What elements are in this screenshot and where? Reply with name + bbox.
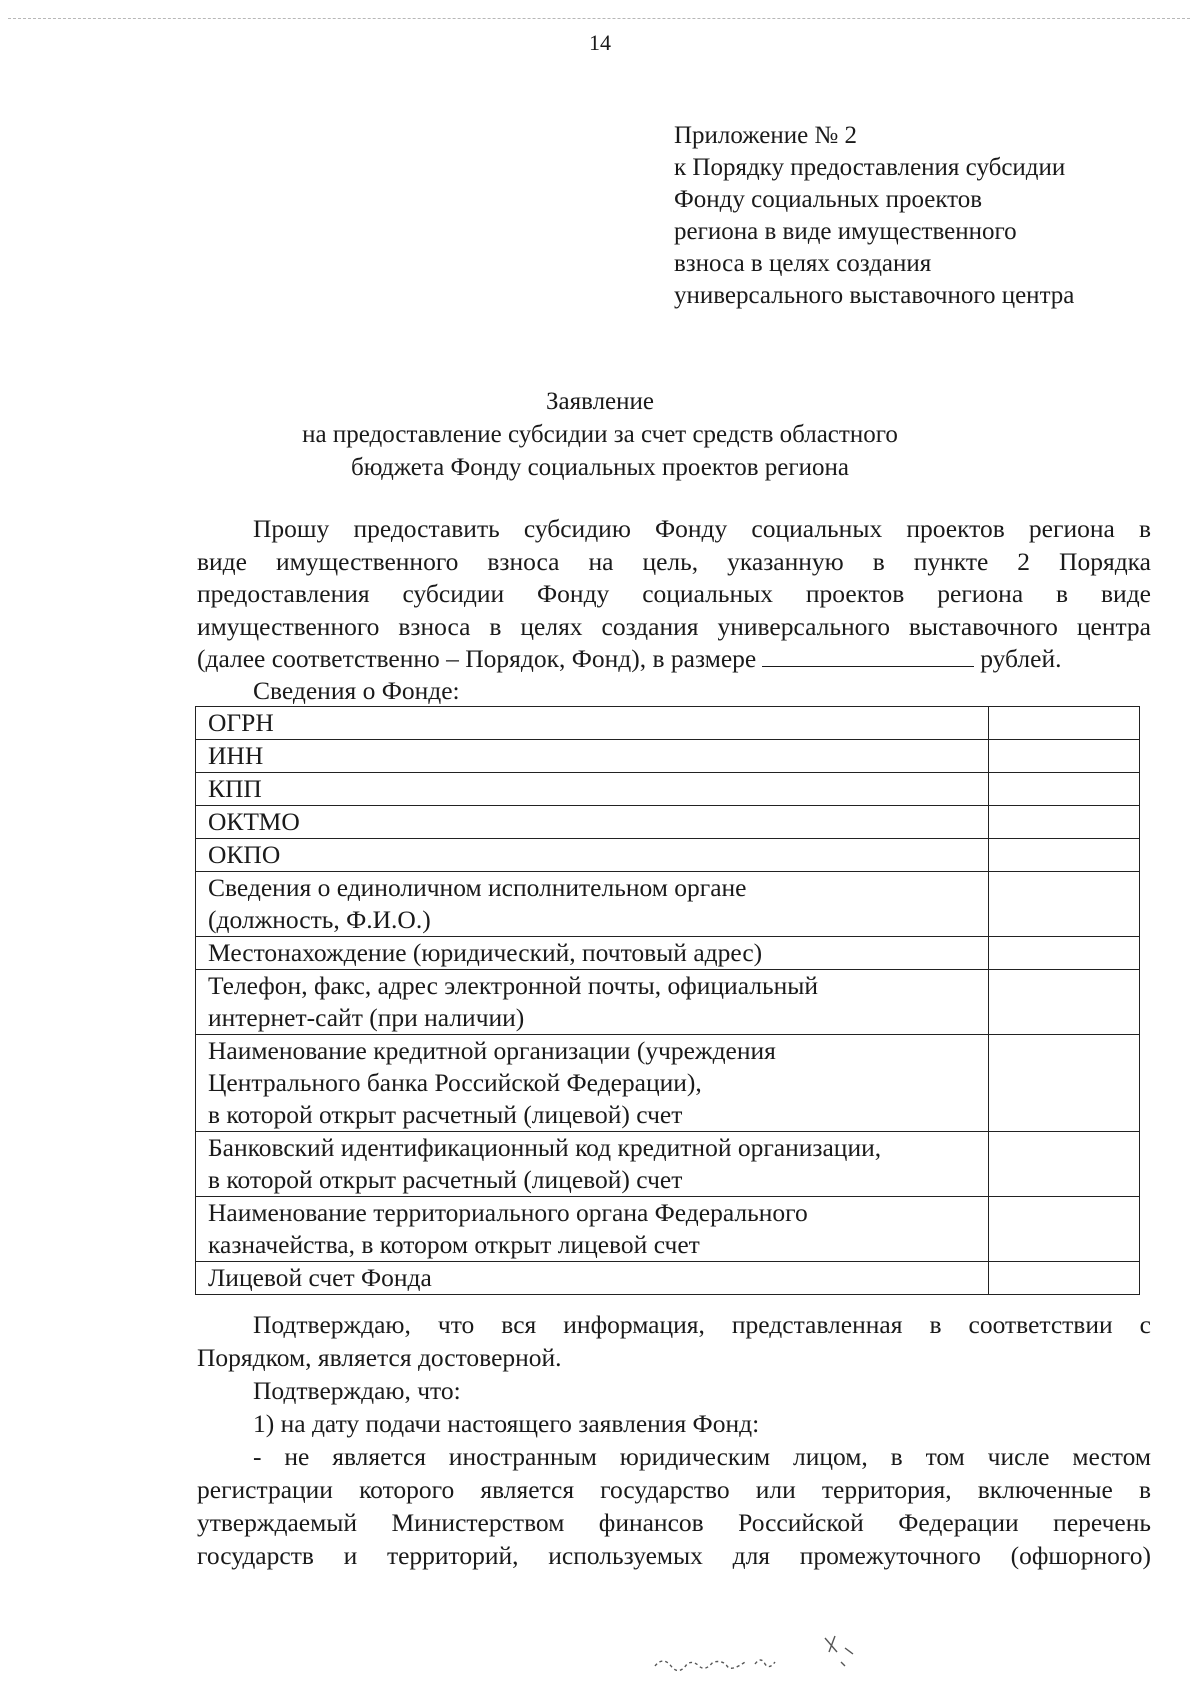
confirmation-paragraph: Подтверждаю, что: bbox=[253, 1376, 461, 1405]
fund-info-label-line: в которой открыт расчетный (лицевой) счет bbox=[208, 1165, 683, 1194]
confirmation-paragraph: 1) на дату подачи настоящего заявления Фонд: bbox=[253, 1409, 760, 1438]
condition-line: утверждаемый Министерством финансов Российской Федерации перечень bbox=[197, 1508, 1151, 1537]
fund-info-label-line: Местонахождение (юридический, почтовый адрес) bbox=[208, 938, 763, 967]
amount-blank-field[interactable] bbox=[762, 644, 974, 667]
fund-info-value[interactable] bbox=[989, 872, 1140, 937]
confirmation-line: Порядком, является достоверной. bbox=[197, 1343, 562, 1372]
fund-info-label bbox=[196, 1035, 989, 1132]
appendix-line: Фонду социальных проектов bbox=[674, 186, 983, 213]
fund-info-label-line: ОКПО bbox=[208, 840, 281, 869]
fund-info-value[interactable] bbox=[989, 1197, 1140, 1262]
fund-info-value[interactable] bbox=[989, 937, 1140, 970]
signature-scribble bbox=[645, 1628, 885, 1678]
fund-info-label bbox=[196, 707, 989, 740]
fund-info-row bbox=[196, 937, 1140, 970]
fund-info-value[interactable] bbox=[989, 740, 1140, 773]
fund-info-value[interactable] bbox=[989, 1132, 1140, 1197]
fund-info-label bbox=[196, 740, 989, 773]
fund-info-row bbox=[196, 1035, 1140, 1132]
request-line: Прошу предоставить субсидию Фонду социальных проектов региона в bbox=[253, 514, 1151, 543]
fund-info-label bbox=[196, 773, 989, 806]
fund-info-row bbox=[196, 872, 1140, 937]
fund-info-label bbox=[196, 937, 989, 970]
request-line: имущественного взноса в целях создания универсального выставочного центра bbox=[197, 611, 1151, 641]
fund-info-label-line: Центрального банка Российской Федерации), bbox=[208, 1068, 702, 1097]
fund-info-label-line: интернет-сайт (при наличии) bbox=[208, 1003, 525, 1032]
fund-info-label bbox=[196, 806, 989, 839]
fund-info-table bbox=[195, 706, 1140, 1295]
fund-info-label bbox=[196, 970, 989, 1035]
request-line-end: рублей. bbox=[980, 644, 1062, 673]
fund-info-row bbox=[196, 773, 1140, 806]
fund-info-label-line: (должность, Ф.И.О.) bbox=[208, 905, 431, 934]
appendix-line: к Порядку предоставления субсидии bbox=[674, 154, 1066, 181]
document-title bbox=[0, 385, 1200, 484]
appendix-line: региона в виде имущественного bbox=[674, 218, 1017, 245]
condition-line: - не является иностранным юридическим лицом, в том числе местом bbox=[253, 1442, 1151, 1471]
fund-info-label-line: в которой открыт расчетный (лицевой) счет bbox=[208, 1100, 683, 1129]
fund-info-row bbox=[196, 970, 1140, 1035]
fund-info-label-line: ОКТМО bbox=[208, 807, 300, 836]
confirmation-line: Подтверждаю, что вся информация, представленная в соответствии с bbox=[253, 1310, 1151, 1339]
fund-info-row bbox=[196, 707, 1140, 740]
condition-line: регистрации которого является государство или территория, включенные в bbox=[197, 1475, 1151, 1504]
fund-info-label bbox=[196, 839, 989, 872]
appendix-line: Приложение № 2 bbox=[674, 122, 858, 149]
appendix-line: универсального выставочного центра bbox=[674, 282, 1075, 309]
fund-info-label bbox=[196, 1132, 989, 1197]
scan-top-edge bbox=[8, 18, 1190, 19]
fund-info-label-line: Сведения о единоличном исполнительном органе bbox=[208, 873, 747, 902]
fund-info-row bbox=[196, 740, 1140, 773]
fund-info-row bbox=[196, 1197, 1140, 1262]
appendix-line: взноса в целях создания bbox=[674, 250, 932, 277]
fund-info-value[interactable] bbox=[989, 806, 1140, 839]
fund-info-label-line: Банковский идентификационный код кредитной организации, bbox=[208, 1133, 882, 1162]
page-number: 14 bbox=[589, 30, 611, 55]
title-line: Заявление bbox=[545, 388, 655, 415]
request-amount-line bbox=[197, 643, 1151, 676]
fund-info-value[interactable] bbox=[989, 970, 1140, 1035]
fund-info-label-line: Лицевой счет Фонда bbox=[208, 1263, 432, 1292]
fund-info-row bbox=[196, 1262, 1140, 1295]
fund-info-row bbox=[196, 806, 1140, 839]
fund-info-label bbox=[196, 1262, 989, 1295]
condition-line: государств и территорий, используемых для промежуточного (офшорного) bbox=[197, 1541, 1151, 1570]
fund-info-row bbox=[196, 839, 1140, 872]
fund-info-value[interactable] bbox=[989, 707, 1140, 740]
fund-info-heading: Сведения о Фонде: bbox=[253, 676, 460, 705]
confirmation-section bbox=[197, 1308, 1151, 1572]
fund-info-row bbox=[196, 1132, 1140, 1197]
fund-info-value[interactable] bbox=[989, 839, 1140, 872]
fund-info-label-line: КПП bbox=[208, 774, 262, 803]
fund-info-label-line: ОГРН bbox=[208, 708, 274, 737]
request-line: предоставления субсидии Фонду социальных проектов региона в виде bbox=[197, 579, 1151, 608]
fund-info-value[interactable] bbox=[989, 773, 1140, 806]
title-line: на предоставление субсидии за счет средств областного bbox=[302, 421, 898, 448]
title-line: бюджета Фонду социальных проектов региона bbox=[351, 454, 849, 481]
fund-info-value[interactable] bbox=[989, 1035, 1140, 1132]
fund-info-label bbox=[196, 872, 989, 937]
fund-info-label-line: Телефон, факс, адрес электронной почты, официальный bbox=[208, 971, 819, 1000]
fund-info-label-line: Наименование территориального органа Федерального bbox=[208, 1198, 808, 1227]
appendix-header bbox=[674, 120, 1194, 312]
fund-info-label-line: Наименование кредитной организации (учреждения bbox=[208, 1036, 776, 1065]
request-paragraph bbox=[197, 513, 1151, 676]
fund-info-label-line: ИНН bbox=[208, 741, 264, 770]
fund-info-label-line: казначейства, в котором открыт лицевой счет bbox=[208, 1230, 700, 1259]
request-line: виде имущественного взноса на цель, указанную в пункте 2 Порядка bbox=[197, 546, 1151, 576]
fund-info-value[interactable] bbox=[989, 1262, 1140, 1295]
request-line-start: (далее соответственно – Порядок, Фонд), в размере bbox=[197, 644, 757, 673]
fund-info-label bbox=[196, 1197, 989, 1262]
